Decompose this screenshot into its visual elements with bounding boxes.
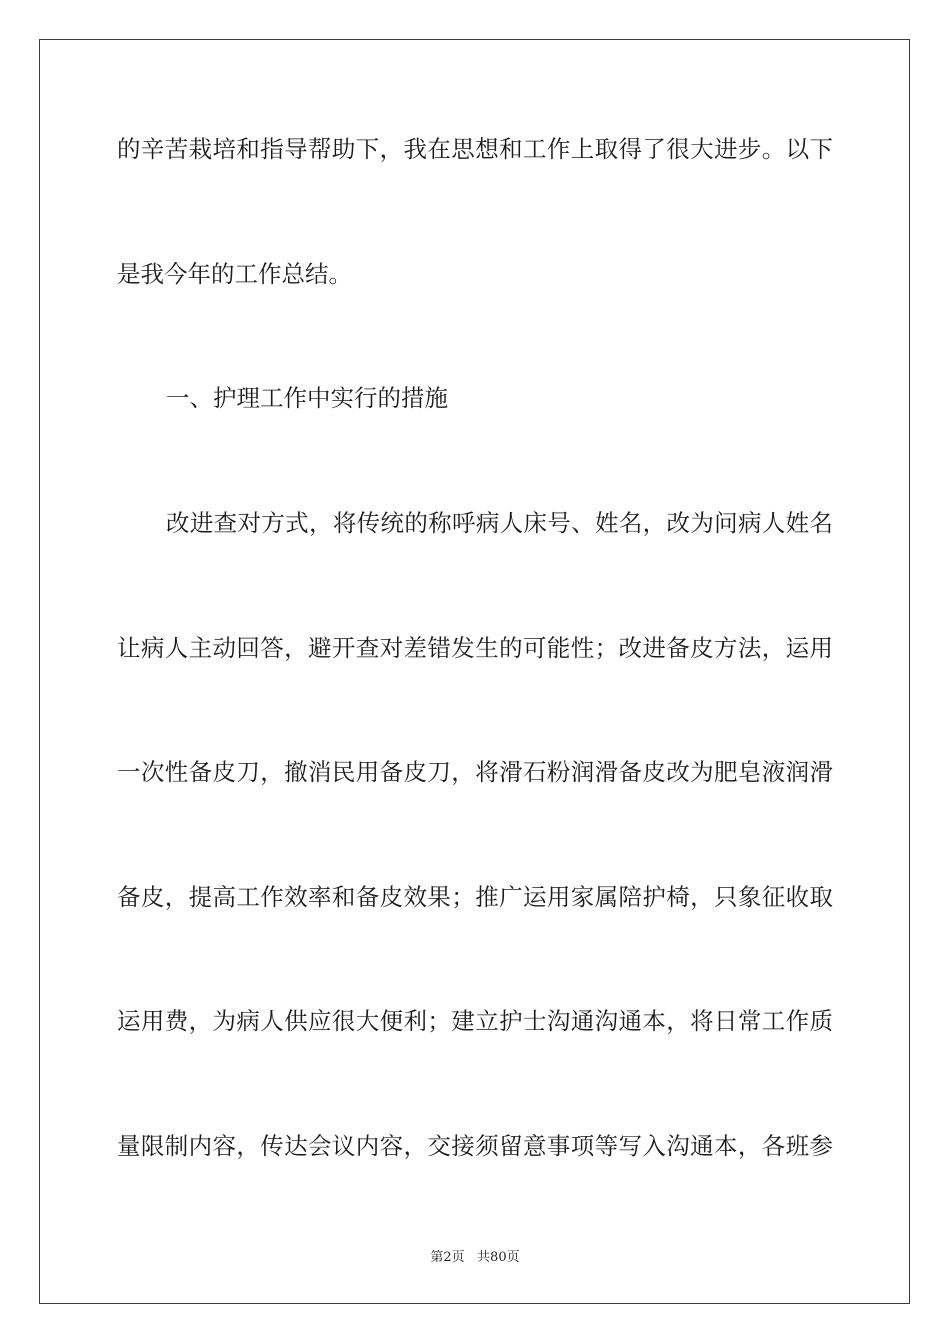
page-border <box>39 39 910 1304</box>
body-text-line: 改进查对方式，将传统的称呼病人床号、姓名，改为问病人姓名 <box>166 509 833 537</box>
section-heading: 一、护理工作中实行的措施 <box>166 384 448 412</box>
body-text-line: 一次性备皮刀，撤消民用备皮刀，将滑石粉润滑备皮改为肥皂液润滑 <box>117 758 833 786</box>
body-text-line: 备皮，提高工作效率和备皮效果；推广运用家属陪护椅，只象征收取 <box>117 883 833 911</box>
body-text-line: 量限制内容，传达会议内容，交接须留意事项等写入沟通本，各班参 <box>117 1132 833 1160</box>
page-number-footer: 第2页 共80页 <box>430 1250 520 1265</box>
body-text-line: 是我今年的工作总结。 <box>117 260 352 288</box>
body-text-line: 运用费，为病人供应很大便利；建立护士沟通沟通本，将日常工作质 <box>117 1007 833 1035</box>
body-text-line: 的辛苦栽培和指导帮助下，我在思想和工作上取得了很大进步。以下 <box>117 135 833 163</box>
body-text-line: 让病人主动回答，避开查对差错发生的可能性；改进备皮方法，运用 <box>117 634 833 662</box>
